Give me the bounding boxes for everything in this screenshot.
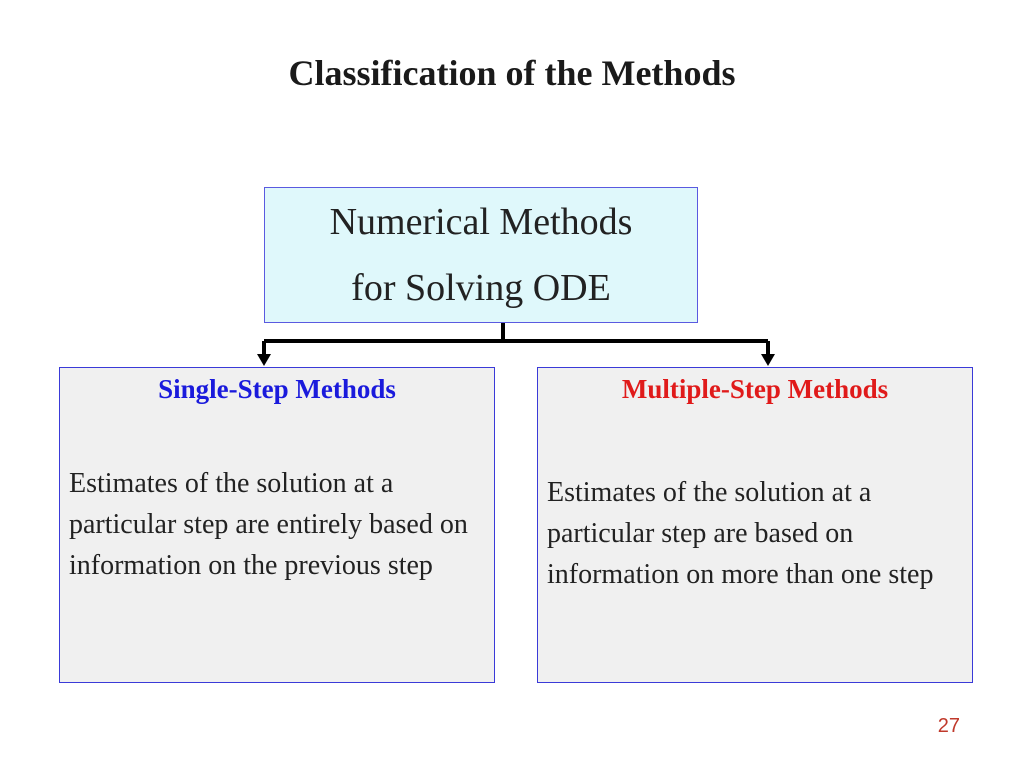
multiple-step-box: [537, 367, 973, 683]
root-node-line-2: for Solving ODE: [351, 267, 611, 309]
multiple-step-description: Estimates of the solution at a particular step are based on information on more than one step: [547, 477, 934, 590]
root-node-box: [264, 187, 698, 323]
left-arrowhead: [257, 354, 271, 366]
right-arrowhead: [761, 354, 775, 366]
root-node-line-1: Numerical Methods: [329, 201, 633, 243]
slide-title: Classification of the Methods: [288, 53, 736, 93]
page-number: 27: [937, 715, 960, 737]
multiple-step-heading: Multiple-Step Methods: [621, 374, 889, 404]
single-step-heading: Single-Step Methods: [158, 374, 396, 404]
single-step-description: Estimates of the solution at a particular step are entirely based on information on the previous step: [69, 468, 468, 581]
single-step-box: [59, 367, 495, 683]
